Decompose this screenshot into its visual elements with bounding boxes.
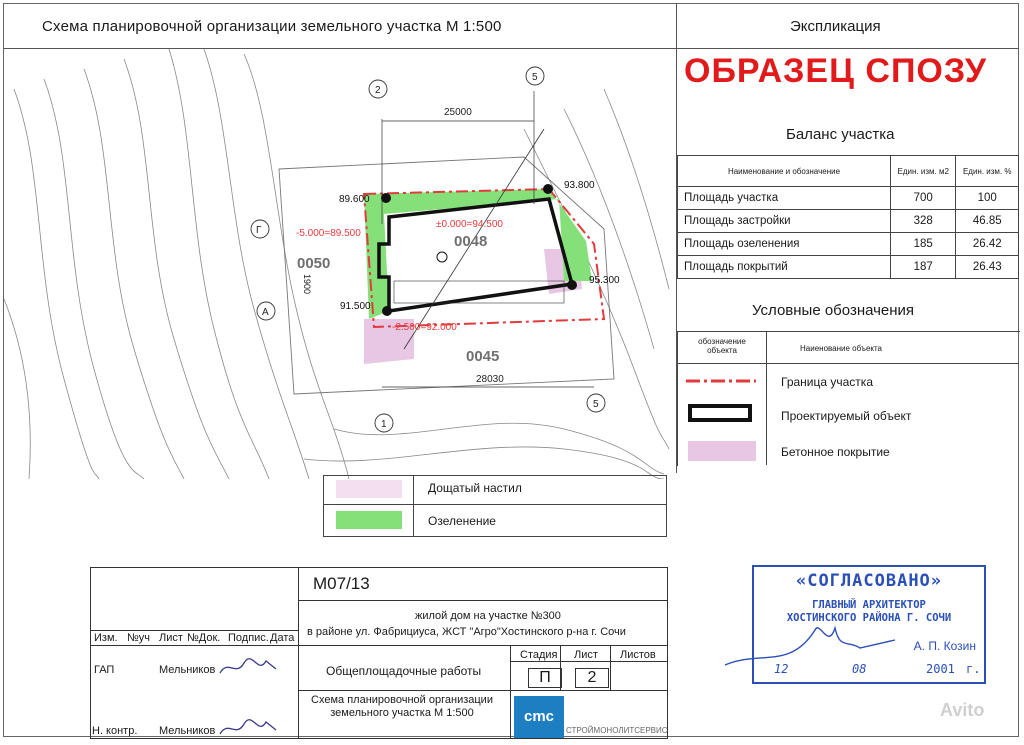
tb-code: М07/13: [313, 574, 370, 593]
balance-title: Баланс участка: [786, 126, 895, 143]
tb-signature-2: [218, 716, 278, 740]
legend-label-boundary: Граница участка: [781, 375, 873, 389]
balance-header-name: Наименование и обозначение: [678, 156, 891, 187]
tb-v4: [610, 645, 611, 690]
corner-marker: [437, 252, 447, 262]
tb-sheets-label: Листов: [620, 649, 656, 661]
tb-gap-role: ГАП: [94, 664, 115, 676]
balance-cell-pct: 26.43: [956, 256, 1019, 279]
tb-company: СТРОЙМОНОЛИТСЕРВИС: [566, 726, 668, 735]
site-plan: [4, 49, 675, 479]
corner-marker: [381, 193, 391, 203]
balance-cell-pct: 46.85: [956, 210, 1019, 233]
axis-label-1: 1: [381, 419, 387, 430]
balance-header-pct: Един. изм. %: [956, 156, 1019, 187]
elevation-left-bottom: 91.500: [340, 301, 371, 312]
balance-cell-m2: 328: [891, 210, 956, 233]
dimension-bottom-text: 28030: [476, 374, 504, 385]
legend-label-building: Проектируемый объект: [781, 409, 912, 423]
tb-project-line1: жилой дом на участке №300: [415, 610, 561, 622]
level-zero: ±0.000=94.500: [436, 219, 503, 230]
tb-h3: [298, 690, 668, 691]
tb-control-role: Н. контр.: [92, 725, 138, 737]
level-minus-five: -5.000=89.500: [296, 228, 361, 239]
company-logo-text: cmc: [523, 708, 555, 725]
tb-works: Общеплощадочные работы: [326, 664, 482, 678]
axis-label-2: 2: [375, 85, 381, 96]
legend-swatch-concrete: [688, 441, 756, 461]
legend-header-col1: обозначение объекта: [698, 337, 746, 355]
projected-building: [379, 199, 572, 311]
legend-label-deck: Дощатый настил: [428, 481, 522, 495]
balance-cell-pct: 26.42: [956, 233, 1019, 256]
legend-title: Условные обозначения: [752, 302, 915, 319]
balance-row: [678, 233, 1019, 256]
corner-marker: [567, 280, 577, 290]
balance-cell-name: Площадь покрытий: [678, 256, 891, 279]
tb-stage-value: П: [528, 668, 562, 688]
tb-col-ndok: №Док.: [187, 632, 221, 644]
balance-cell-m2: 700: [891, 187, 956, 210]
tb-sheet-value: 2: [575, 668, 609, 688]
elevation-left-top: 89.600: [339, 194, 370, 205]
axis-label-g: Г: [256, 225, 262, 236]
axis-label-5-top: 5: [532, 72, 538, 83]
side-dimension: 1900: [302, 274, 312, 295]
legend-label-green: Озеленение: [428, 514, 496, 528]
legend-header-col2: Наиенование объекта: [800, 344, 883, 353]
tb-sheet-label: Лист: [574, 649, 598, 661]
corner-marker: [382, 306, 392, 316]
tb-col-nuch: №уч: [127, 632, 151, 644]
tb-control-name: Мельников: [159, 725, 216, 737]
tb-gap-name: Мельников: [159, 664, 216, 676]
axis-label-a: А: [262, 307, 269, 318]
legend-swatch-building: [688, 404, 752, 422]
legend-row-divider: [677, 363, 1019, 364]
tb-col-list: Лист: [159, 632, 183, 644]
company-logo: [514, 696, 564, 738]
tb-col-data: Дата: [270, 632, 295, 644]
stamp-date-suffix: г.: [966, 662, 981, 676]
stamp-name: А. П. Козин: [913, 639, 976, 653]
tb-signature: [218, 655, 278, 679]
hatched-strip: [394, 281, 564, 303]
stamp-signature: [720, 610, 900, 680]
legend-swatch-green: [336, 511, 402, 529]
legend-cont-divider: [413, 475, 414, 537]
tb-v1: [298, 567, 299, 739]
balance-row: [678, 187, 1019, 210]
tb-h4: [510, 661, 668, 662]
legend-col-divider: [766, 331, 767, 465]
balance-cell-m2: 185: [891, 233, 956, 256]
parcel-number-0050: 0050: [297, 255, 331, 272]
stamp-title: «СОГЛАСОВАНО»: [795, 571, 943, 591]
balance-cell-name: Площадь застройки: [678, 210, 891, 233]
balance-cell-name: Площадь озеленения: [678, 233, 891, 256]
level-minus-two-half: -2.500=92.000: [392, 322, 457, 333]
tb-drawing-name: Схема планировочной организации земельного участка М 1:500: [311, 694, 493, 719]
stamp-date-day: 12: [774, 662, 789, 676]
tb-stage-label: Стадия: [520, 649, 558, 661]
elevation-right-top: 93.800: [564, 180, 595, 191]
avito-brand: Avito: [940, 700, 985, 720]
tb-left-v: [90, 630, 298, 631]
sheet-title: Схема планировочной организации земельного участка М 1:500: [42, 18, 502, 35]
legend-swatch-deck: [336, 480, 402, 498]
balance-cell-m2: 187: [891, 256, 956, 279]
stamp-line1: ГЛАВНЫЙ АРХИТЕКТОР: [812, 599, 926, 611]
stamp-line2: ХОСТИНСКОГО РАЙОНА Г. СОЧИ: [786, 612, 952, 624]
balance-header-row: [678, 156, 1019, 187]
watermark-text: ОБРАЗЕЦ СПОЗУ: [684, 52, 987, 90]
balance-table: [677, 155, 1019, 279]
parcel-number-0048: 0048: [454, 233, 488, 250]
tb-h2: [90, 645, 668, 646]
dimension-top-text: 25000: [444, 107, 472, 118]
parcel-number-0045: 0045: [466, 348, 500, 365]
tb-v2: [510, 645, 511, 739]
legend-cont-row-divider: [323, 504, 667, 505]
tb-h1: [298, 600, 668, 601]
elevation-right-bottom: 95.300: [589, 275, 620, 286]
balance-cell-pct: 100: [956, 187, 1019, 210]
balance-row: [678, 256, 1019, 279]
stamp-date-year: 2001: [926, 662, 955, 676]
balance-header-m2: Един. изм. м2: [891, 156, 956, 187]
balance-cell-name: Площадь участка: [678, 187, 891, 210]
legend-label-concrete: Бетонное покрытие: [781, 445, 890, 459]
tb-col-podpis: Подпис.: [228, 632, 269, 644]
balance-row: [678, 210, 1019, 233]
corner-marker: [543, 184, 553, 194]
legend-swatch-boundary: [686, 376, 756, 386]
stamp-date-month: 08: [852, 662, 867, 676]
explication-title: Экспликация: [790, 18, 881, 35]
tb-col-izm: Изм.: [94, 632, 118, 644]
tb-project-line2: в районе ул. Фабрициуса, ЖСТ "Агро"Хостинского р-на г. Сочи: [307, 626, 626, 638]
axis-label-5-bottom: 5: [593, 399, 599, 410]
